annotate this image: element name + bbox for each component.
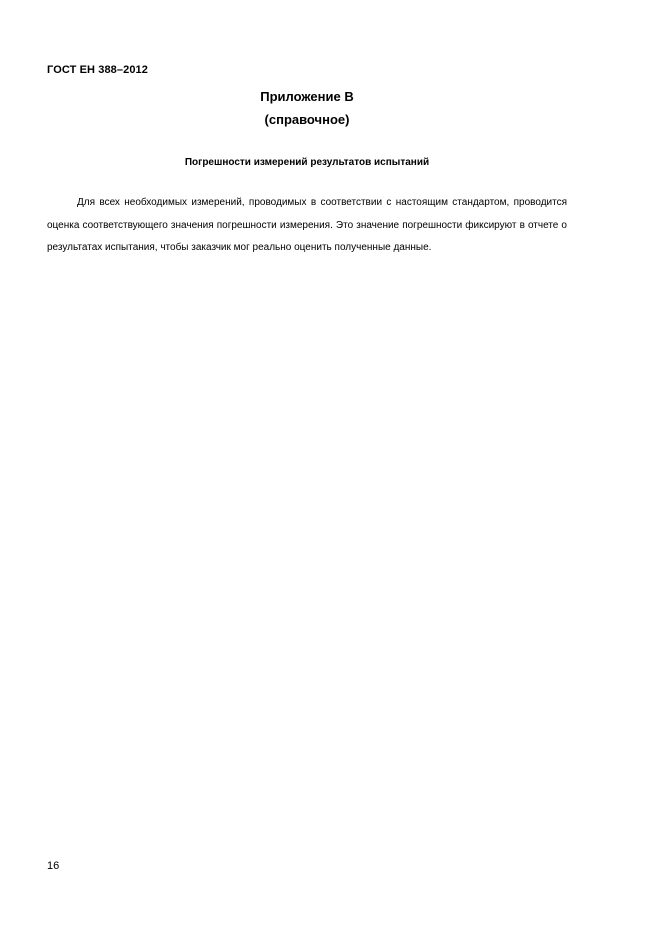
page-number: 16	[47, 860, 60, 872]
annex-type: (справочное)	[264, 112, 350, 127]
document-id: ГОСТ ЕН 388–2012	[47, 64, 148, 76]
section-title: Погрешности измерений результатов испытаний	[184, 157, 430, 168]
body-paragraph: Для всех необходимых измерений, проводимых в соответствии с настоящим стандартом, проводится оценка соответствующего значения погрешности измерения. Это значение погрешности фиксируют в отчете о результатах испытания, чтобы заказчик мог реально оценить полученные данные.	[47, 197, 567, 253]
annex-title: Приложение В	[260, 89, 354, 104]
